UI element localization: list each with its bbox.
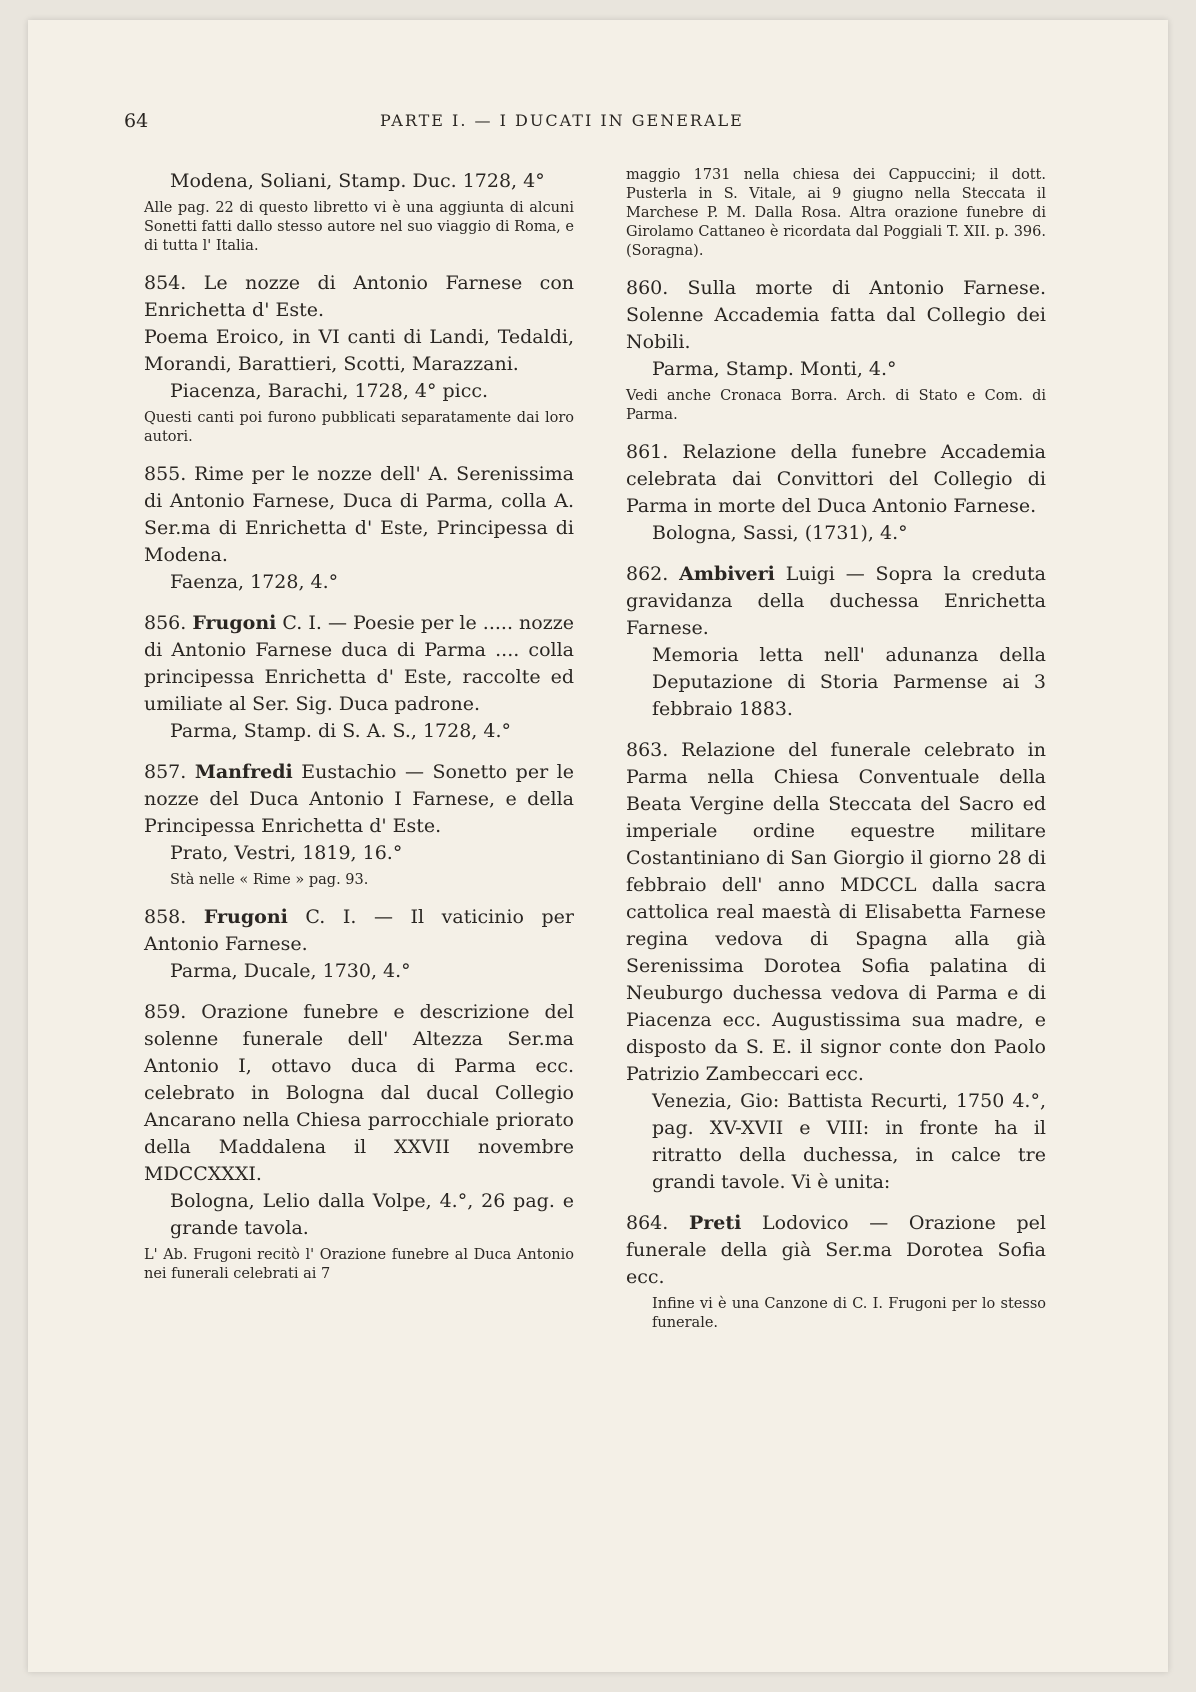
- entry-note: Stà nelle « Rime » pag. 93.: [170, 872, 369, 888]
- entry-note: L' Ab. Frugoni recitò l' Orazione funebre al Duca Antonio nei funerali celebrati ai 7: [144, 1247, 574, 1282]
- entry-number: 864.: [626, 1212, 669, 1234]
- entry-imprint: Parma, Stamp. Monti, 4.°: [652, 358, 897, 380]
- entry-author: Ambiveri: [679, 563, 775, 585]
- entry-854: [144, 270, 574, 447]
- entry-number: 861.: [626, 441, 669, 463]
- entry-number: 860.: [626, 277, 669, 299]
- left-column: [144, 168, 574, 1284]
- entry-imprint: Parma, Ducale, 1730, 4.°: [170, 960, 411, 982]
- entry-author: Frugoni: [192, 612, 277, 634]
- entry-859: [144, 999, 574, 1284]
- entry-note: Questi canti poi furono pubblicati separatamente dai loro autori.: [144, 410, 574, 445]
- entry-imprint: Memoria letta nell' adunanza della Deputazione di Storia Parmense ai 3 febbraio 1883.: [652, 644, 1046, 720]
- entry-title: Rime per le nozze dell' A. Serenissima di Antonio Farnese, Duca di Parma, colla A. Ser.ma di Enrichetta d' Este, Principessa di Modena.: [144, 463, 575, 566]
- continued-note: maggio 1731 nella chiesa dei Cappuccini; il dott. Pusterla in S. Vitale, ai 9 giugno nella Steccata il Marchese P. M. Dalla Rosa. Altra orazione funebre di Girolamo Cattaneo è ricordata dal Poggiali T. XII. p. 396. (Soragna).: [626, 167, 1046, 259]
- entry-imprint: Parma, Stamp. di S. A. S., 1728, 4.°: [170, 720, 512, 742]
- entry-number: 855.: [144, 463, 187, 485]
- entry-title: Lodovico — Orazione pel funerale della già Ser.ma Dorotea Sofia ecc.: [626, 1212, 1046, 1288]
- entry-858: [144, 904, 574, 985]
- entry-856: [144, 610, 574, 745]
- entry-860: [626, 275, 1046, 425]
- entry-author: Preti: [688, 1212, 742, 1234]
- entry-note: Vedi anche Cronaca Borra. Arch. di Stato e Com. di Parma.: [626, 388, 1046, 423]
- entry-864: [626, 1210, 1046, 1333]
- entry-number: 856.: [144, 612, 187, 634]
- intro-line: Modena, Soliani, Stamp. Duc. 1728, 4°: [170, 170, 545, 192]
- entry-imprint: Faenza, 1728, 4.°: [170, 571, 339, 593]
- entry-number: 862.: [626, 563, 669, 585]
- entry-imprint: Venezia, Gio: Battista Recurti, 1750 4.°, pag. XV-XVII e VIII: in fronte ha il ritratto della duchessa, in calce tre grandi tavole. Vi è unita:: [652, 1090, 1046, 1193]
- entry-imprint: Bologna, Sassi, (1731), 4.°: [652, 522, 908, 544]
- entry-863: [626, 737, 1046, 1196]
- entry-title: Orazione funebre e descrizione del solenne funerale dell' Altezza Ser.ma Antonio I, ottavo duca di Parma ecc. celebrato in Bologna dal ducal Collegio Ancarano nella Chiesa parrocchiale priorato della Maddalena il XXVII novembre MDCCXXXI.: [144, 1001, 574, 1185]
- entry-desc: Poema Eroico, in VI canti di Landi, Tedaldi, Morandi, Barattieri, Scotti, Marazzani.: [144, 326, 574, 375]
- entry-855: [144, 461, 574, 596]
- entry-note: Infine vi è una Canzone di C. I. Frugoni per lo stesso funerale.: [652, 1296, 1046, 1331]
- entry-number: 857.: [144, 761, 187, 783]
- entry-imprint: Piacenza, Barachi, 1728, 4° picc.: [170, 380, 489, 402]
- entry-title: C. I. — Poesie per le ..... nozze di Antonio Farnese duca di Parma .... colla principessa Enrichetta d' Este, raccolte ed umiliate al Ser. Sig. Duca padrone.: [144, 612, 574, 715]
- entry-title: Relazione del funerale celebrato in Parma nella Chiesa Conventuale della Beata Vergine della Steccata del Sacro ed imperiale ordine equestre militare Costantiniano di San Giorgio il giorno 28 di febbraio dell' anno MDCCL dalla sacra cattolica real maestà di Elisabetta Farnese regina vedova di Spagna alla già Serenissima Dorotea Sofia palatina di Neuburgo duchessa vedova di Parma e di Piacenza ecc. Augustissima sua madre, e disposto da S. E. il signor conte don Paolo Patrizio Zambeccari ecc.: [626, 739, 1046, 1085]
- entry-imprint: Bologna, Lelio dalla Volpe, 4.°, 26 pag. e grande tavola.: [170, 1190, 574, 1239]
- entry-title: C. I. — Il vaticinio per Antonio Farnese.: [144, 906, 574, 955]
- entry-title: Luigi — Sopra la creduta gravidanza della duchessa Enrichetta Farnese.: [626, 563, 1046, 639]
- entry-title: Eustachio — Sonetto per le nozze del Duca Antonio I Farnese, e della Principessa Enrichetta d' Este.: [144, 761, 574, 837]
- entry-862: [626, 561, 1046, 723]
- entry-number: 859.: [144, 1001, 187, 1023]
- entry-title: Le nozze di Antonio Farnese con Enrichetta d' Este.: [144, 272, 574, 321]
- intro-note: Alle pag. 22 di questo libretto vi è una aggiunta di alcuni Sonetti fatti dallo stesso autore nel suo viaggio di Roma, e di tutta l' Italia.: [144, 200, 574, 254]
- entry-number: 854.: [144, 272, 187, 294]
- entry-861: [626, 439, 1046, 547]
- entry-imprint: Prato, Vestri, 1819, 16.°: [170, 842, 403, 864]
- entry-857: [144, 759, 574, 890]
- entry-title: Relazione della funebre Accademia celebrata dai Convittori del Collegio di Parma in morte del Duca Antonio Farnese.: [626, 441, 1046, 517]
- running-head: PARTE I. — I DUCATI IN GENERALE: [380, 111, 744, 130]
- entry-author: Frugoni: [203, 906, 288, 928]
- entry-title: Sulla morte di Antonio Farnese. Solenne Accademia fatta dal Collegio dei Nobili.: [626, 277, 1046, 353]
- right-column: [626, 168, 1046, 1333]
- page-number: 64: [124, 110, 149, 132]
- entry-author: Manfredi: [194, 761, 293, 783]
- entry-number: 858.: [144, 906, 187, 928]
- entry-number: 863.: [626, 739, 669, 761]
